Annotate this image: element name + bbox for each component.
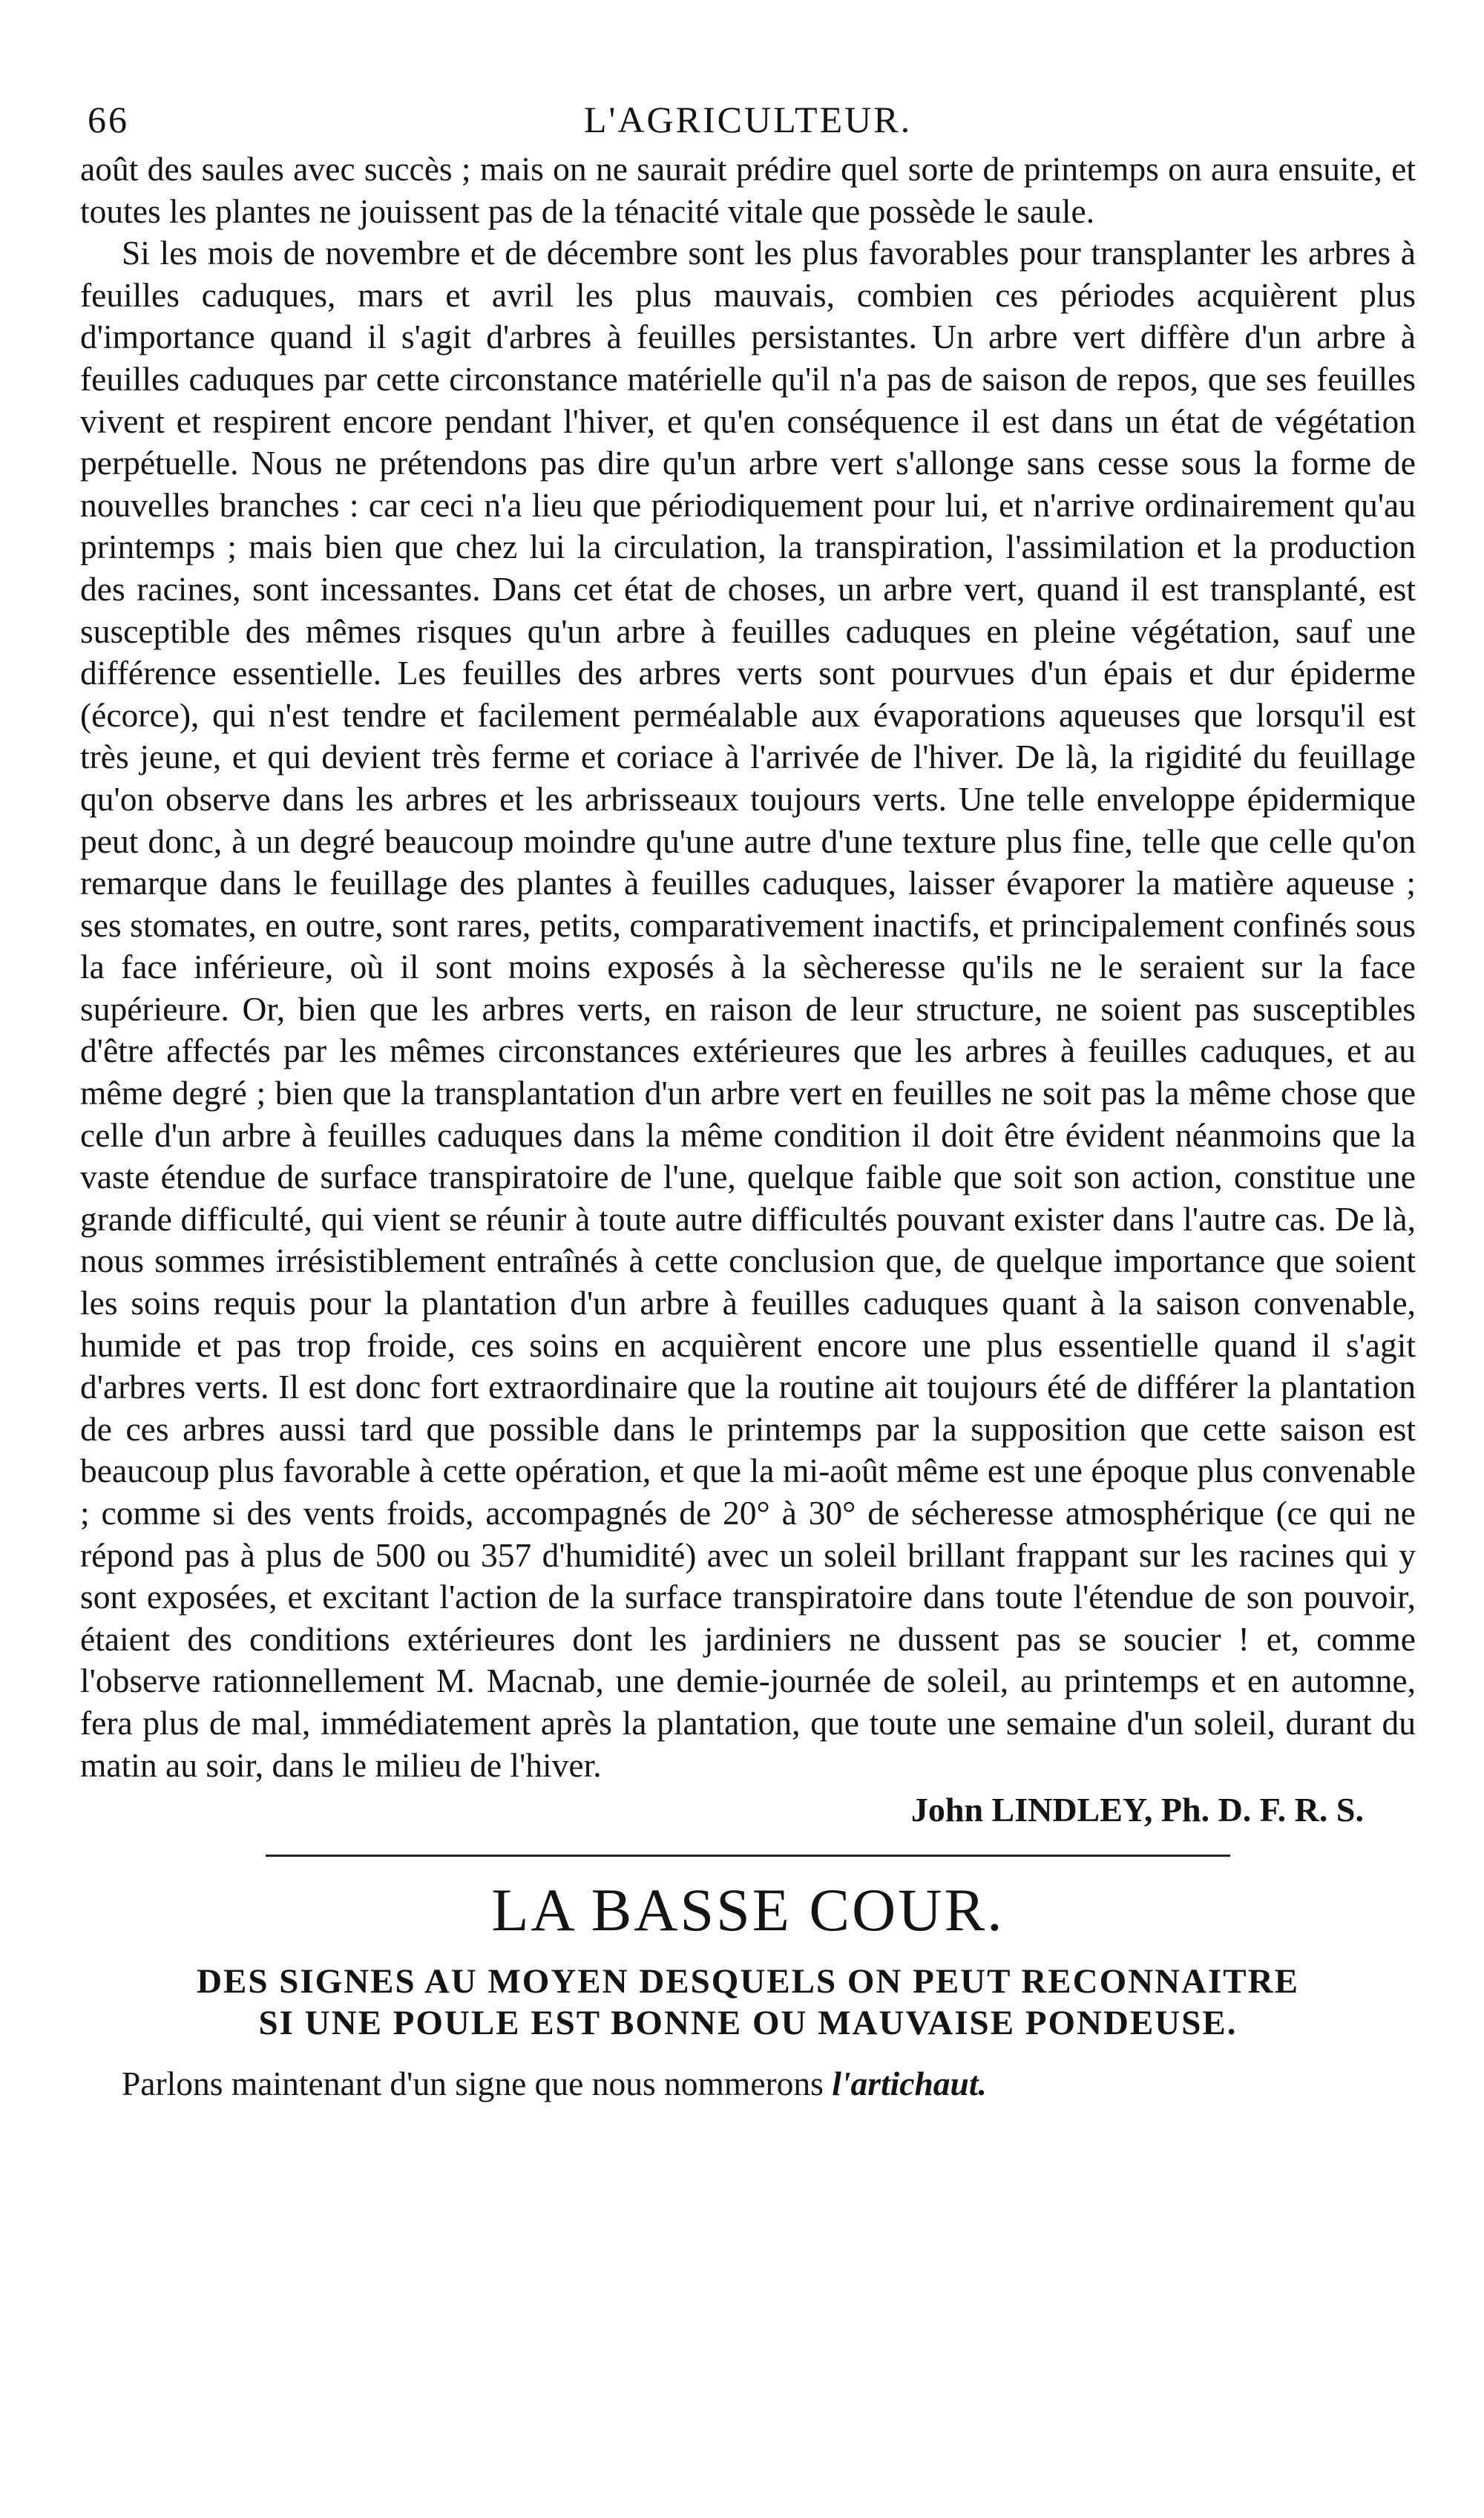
paragraph-main: Si les mois de novembre et de décembre sont les plus favorables pour transplanter les arbres à feuilles caduques, mars et avril les plus mauvais, combien ces périodes acquièrent plus d'importance quand il s'agit d'arbres à feuilles persistantes. Un arbre vert diffère d'un arbre à feuilles caduques par cette circonstance matérielle qu'il n'a pas de saison de repos, que ses feuilles vivent et respirent encore pendant l'hiver, et qu'en conséquence il est dans un état de végétation perpétuelle. Nous ne prétendons pas dire qu'un arbre vert s'allonge sans cesse sous la forme de nouvelles branches : car ceci n'a lieu que périodiquement pour lui, et n'arrive ordinairement qu'au printemps ; mais bien que chez lui la circulation, la transpiration, l'assimilation et la production des racines, sont incessantes. Dans cet état de choses, un arbre vert, quand il est transplanté, est susceptible des mêmes risques qu'un arbre à feuilles caduques en pleine végétation, sauf une différence essentielle. Les feuilles des arbres verts sont pourvues d'un épais et dur épiderme (écorce), qui n'est tendre et facilement perméalable aux évaporations aqueuses que lorsqu'il est très jeune, et qui devient très ferme et coriace à l'arrivée de l'hiver. De là, la rigidité du feuillage qu'on observe dans les arbres et les arbrisseaux toujours verts. Une telle enveloppe épidermique peut donc, à un degré beaucoup moindre qu'une autre d'une texture plus fine, telle que celle qu'on remarque dans le feuillage des plantes à feuilles caduques, laisser évaporer la matière aqueuse ; ses stomates, en outre, sont rares, petits, comparativement inactifs, et principalement confinés sous la face inférieure, où il sont moins exposés à la sècheresse qu'ils ne le seraient sur la face supérieure. Or, bien que les arbres verts, en raison de leur structure, ne soient pas susceptibles d'être affectés par les mêmes circonstances extérieures que les arbres à feuilles caduques, et au même degré ; bien que la transplantation d'un arbre vert en feuilles ne soit pas la même chose que celle d'un arbre à feuilles caduques dans la même condition il doit être évident néanmoins que la vaste étendue de surface transpiratoire de l'une, quelque faible que soit son action, constitue une grande difficulté, qui vient se réunir à toute autre difficultés pouvant exister dans l'autre cas. De là, nous sommes irrésistiblement entraînés à cette conclusion que, de quelque importance que soient les soins requis pour la plantation d'un arbre à feuilles caduques quant à la saison convenable, humide et pas trop froide, ces soins en acquièrent encore une plus essentielle quand il s'agit d'arbres verts. Il est donc fort extraordinaire que la routine ait toujours été de différer la plantation de ces arbres aussi tard que possible dans le printemps par la supposition que cette saison est beaucoup plus favorable à cette opération, et que la mi-août même est une époque plus convenable ; comme si des vents froids, accompagnés de 20° à 30° de sécheresse atmosphérique (ce qui ne répond pas à plus de 500 ou 357 d'humidité) avec un soleil brillant frappant sur les racines qui y sont exposées, et excitant l'action de la surface transpiratoire dans toute l'étendue de son pouvoir, étaient des conditions extérieures dont les jardiniers ne dussent pas se soucier ! et, comme l'observe rationnellement M. Macnab, une demie-journée de soleil, au printemps et en automne, fera plus de mal, immédiatement après la plantation, que toute une semaine d'un soleil, durant du matin au soir, dans le milieu de l'hiver. bbox=[80, 234, 1416, 1784]
article-heading-line-2: SI UNE POULE EST BONNE OU MAUVAISE PONDEUSE. bbox=[258, 2004, 1238, 2043]
running-head bbox=[80, 82, 1416, 148]
section-title: LA BASSE COUR. bbox=[491, 1876, 1005, 1944]
article-heading bbox=[80, 1961, 1416, 2044]
page-number: 66 bbox=[88, 99, 129, 140]
article-lead-paragraph bbox=[80, 2063, 1416, 2105]
section-divider bbox=[266, 1855, 1230, 1857]
article-lead-text: Parlons maintenant d'un signe que nous nommerons bbox=[122, 2065, 833, 2103]
article-body bbox=[80, 148, 1416, 1786]
paragraph-continued: août des saules avec succès ; mais on ne saurait prédire quel sorte de printemps on aura ensuite, et toutes les plantes ne jouissent pas de la ténacité vitale que possède le saule. bbox=[80, 150, 1416, 230]
journal-title: L'AGRICULTEUR. bbox=[583, 99, 913, 140]
article-heading-line-1: DES SIGNES AU MOYEN DESQUELS ON PEUT RECONNAITRE bbox=[197, 1962, 1299, 2001]
article-lead-emphasis: l'artichaut. bbox=[832, 2065, 987, 2103]
printed-page bbox=[80, 82, 1416, 2105]
author-signature: John LINDLEY, Ph. D. F. R. S. bbox=[910, 1791, 1364, 1829]
